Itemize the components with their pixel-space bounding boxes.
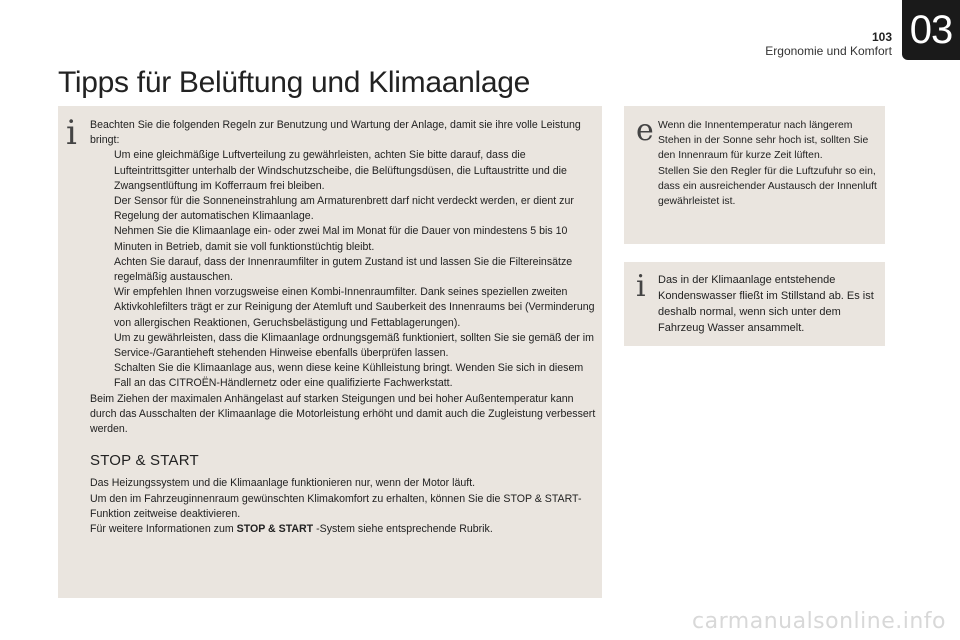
list-item: Um eine gleichmäßige Luftverteilung zu gewährleisten, achten Sie bitte darauf, dass die Lufteintrittsgitter unterhalb der Windschutzscheibe, die Belüftungsdüsen, die Luftaustritte und die Zwangsentlüftung im Kofferraum frei bleiben. (114, 149, 567, 192)
page-number: 103 (871, 30, 892, 44)
main-info-box (58, 106, 602, 598)
stop-start-reference: Für weitere Informationen zum STOP & START -System siehe entsprechende Rubrik. (90, 523, 493, 536)
watermark: carmanualsonline.info (692, 609, 946, 634)
eco-tip-box (624, 106, 885, 244)
filter-recommendation: Wir empfehlen Ihnen vorzugsweise einen Kombi-Innenraumfilter. Dank seines speziellen zweiten Aktivkohlefilters trägt er zur Reinigung der Atemluft und Sauberkeit des Innenraums bei (Verminderung von allergischen Reaktionen, Geruchsbelästigung und Fettablagerungen). (114, 286, 595, 329)
list-item: Schalten Sie die Klimaanlage aus, wenn diese keine Kühlleistung bringt. Wenden Sie sich in diesem Fall an das CITROËN-Händlernetz oder eine qualifizierte Fachwerkstatt. (114, 362, 584, 390)
eco-icon: e (636, 113, 654, 148)
stop-start-reference-bold: STOP & START (236, 523, 314, 536)
stop-start-line-2: Um den im Fahrzeuginnenraum gewünschten Klimakomfort zu erhalten, können Sie die STOP & START-Funktion zeitweise deaktivieren. (90, 492, 582, 520)
trailer-note: Beim Ziehen der maximalen Anhängelast auf starken Steigungen und bei hoher Außentemperatur kann durch das Ausschalten der Klimaanlage die Motorleistung erhöht und damit auch die Zugleistung verbessert werden. (90, 392, 596, 436)
condensation-info-text: Das in der Klimaanlage entstehende Kondenswasser fließt im Stillstand ab. Es ist deshalb normal, wenn sich unter dem Fahrzeug Wasser ansammelt. (658, 274, 874, 334)
section-name: Ergonomie und Komfort (765, 44, 892, 58)
list-item: Um zu gewährleisten, dass die Klimaanlage ordnungsgemäß funktioniert, sollten Sie sie gemäß der im Service-/Garantieheft stehenden Hinweise ebenfalls überprüfen lassen. (114, 331, 594, 360)
info-icon: i (636, 269, 646, 304)
list-item: Nehmen Sie die Klimaanlage ein- oder zwei Mal im Monat für die Dauer von mindestens 5 bis 10 Minuten in Betrieb, damit sie voll funktionstüchtig bleibt. (114, 225, 568, 253)
main-info-text (90, 118, 596, 537)
list-item: Der Sensor für die Sonneneinstrahlung am Armaturenbrett darf nicht verdeckt werden, er dient zur Regelung der automatischen Klimaanlage. (114, 195, 574, 223)
tips-list (90, 148, 596, 391)
page-title: Tipps für Belüftung und Klimaanlage (58, 66, 531, 99)
eco-tip-text: Wenn die Innentemperatur nach längerem Stehen in der Sonne sehr hoch ist, sollten Sie den Innenraum für kurze Zeit lüften. Stellen Sie den Regler für die Luftzufuhr so ein, dass ein ausreichender Austausch der Innenluft gewährleistet ist. (658, 120, 877, 208)
stop-start-line-1: Das Heizungssystem und die Klimaanlage funktionieren nur, wenn der Motor läuft. (90, 477, 476, 490)
intro-text: Beachten Sie die folgenden Regeln zur Benutzung und Wartung der Anlage, damit sie ihre volle Leistung bringt: (90, 119, 581, 147)
stop-start-heading: STOP & START (90, 452, 199, 470)
info-icon: i (66, 113, 77, 153)
condensation-info-box (624, 262, 885, 346)
list-item: Achten Sie darauf, dass der Innenraumfilter in gutem Zustand ist und lassen Sie die Filtereinsätze regelmäßig austauschen. Wir empfehlen Ihnen vorzugsweise einen Kombi-Innenraumfilter. Dank seines speziellen zweiten Aktivkohlefilters trägt er zur Reinigung der Atemluft und Sauberkeit des Innenraums bei (Verminderung von allergischen Reaktionen, Geruchsbelästigung und Fettablagerungen). (114, 255, 595, 329)
chapter-tab: 03 (902, 0, 960, 60)
